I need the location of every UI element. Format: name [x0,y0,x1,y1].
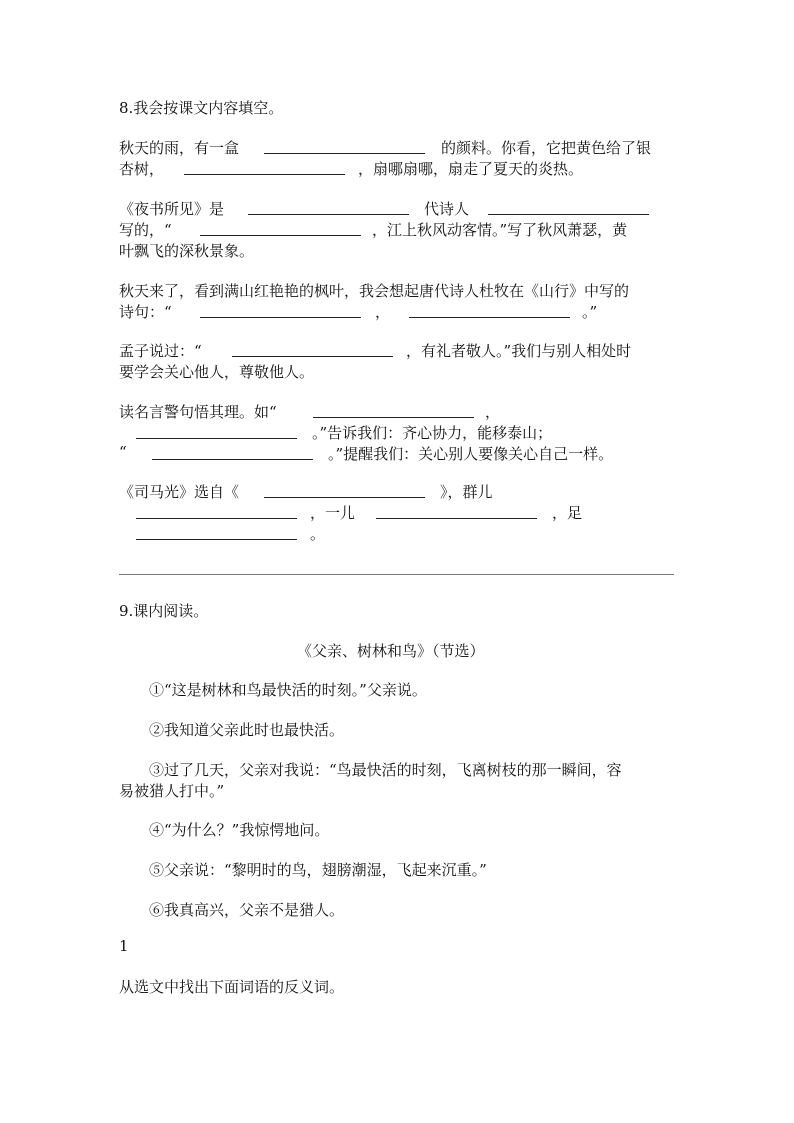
q8-item6-line2-text-a: ，一儿 [310,504,356,522]
q8-item4-line2-text: 要学会关心他人，尊敬他人。 [119,363,315,381]
q8-item3-line2-text-b: ， [375,303,391,321]
q8-item6-blank1[interactable] [264,497,425,498]
q8-item3-blank2[interactable] [409,317,570,318]
question-9-title: 9.课内阅读。 [119,602,209,620]
q8-item5-blank3[interactable] [152,459,313,460]
passage-paragraph-6: ⑥我真高兴，父亲不是猎人。 [149,901,345,919]
q8-item5-line1-text-a: 读名言警句悟其理。如“ [119,403,277,421]
section-divider [119,574,674,575]
q8-item1-line2-text-a: 杏树， [119,160,165,178]
q8-item5-line1-text-b: ， [485,403,501,421]
sub-question-number: 1 [119,937,129,955]
passage-paragraph-1: ①“这是树林和鸟最快活的时刻。”父亲说。 [149,681,427,699]
q8-item6-line1-text-b: 》，群儿 [440,483,493,501]
q8-item4-line1-text-a: 孟子说过：“ [119,342,202,360]
q8-item2-blank1[interactable] [248,214,409,215]
q8-item1-line2-text-b: ，扇哪扇哪，扇走了夏天的炎热。 [358,160,584,178]
question-8-title: 8.我会按课文内容填空。 [119,99,284,117]
q8-item3-line2-text-c: 。” [582,303,598,321]
passage-paragraph-3-line2: 易被猎人打中。” [119,782,225,800]
q8-item6-blank3[interactable] [376,518,537,519]
q8-item3-line2-text-a: 诗句：“ [119,303,172,321]
q8-item6-line3-text: 。 [310,525,326,543]
q8-item4-blank1[interactable] [232,356,393,357]
q8-item2-line3-text: 叶飘飞的深秋景象。 [119,242,255,260]
q8-item6-line2-text-b: ，足 [552,504,583,522]
q8-item5-blank1[interactable] [313,417,474,418]
q8-item2-line2-text-b: ，江上秋风动客情。”写了秋风萧瑟，黄 [372,221,628,239]
q8-item6-blank2[interactable] [136,518,297,519]
passage-title: 《父亲、树林和鸟》（节选） [297,642,485,660]
q8-item5-line3-text-b: 。”提醒我们：关心别人要像关心自己一样。 [328,445,614,463]
q8-item2-blank3[interactable] [200,235,361,236]
q8-item6-line1-text-a: 《司马光》选自《 [119,483,240,501]
q8-item3-blank1[interactable] [200,317,361,318]
q8-item1-line1-text-b: 的颜料。你看，它把黄色给了银 [441,139,652,157]
q8-item1-line1-text-a: 秋天的雨，有一盒 [119,139,240,157]
passage-paragraph-2: ②我知道父亲此时也最快活。 [149,721,345,739]
q8-item1-blank1[interactable] [264,153,425,154]
passage-paragraph-3-line1: ③过了几天，父亲对我说：“鸟最快活的时刻，飞离树枝的那一瞬间，容 [149,761,622,779]
q8-item4-line1-text-b: ，有礼者敬人。”我们与别人相处时 [406,342,632,360]
passage-paragraph-5: ⑤父亲说：“黎明时的鸟，翅膀潮湿，飞起来沉重。” [149,861,487,879]
q8-item5-line2-text: 。”告诉我们：齐心协力，能移泰山； [312,424,553,442]
q8-item2-line2-text-a: 写的，“ [119,221,172,239]
passage-paragraph-4: ④“为什么？”我惊愕地问。 [149,821,330,839]
q8-item3-line1-text: 秋天来了，看到满山红艳艳的枫叶，我会想起唐代诗人杜牧在《山行》中写的 [119,282,630,300]
sub-question-text: 从选文中找出下面词语的反义词。 [119,978,345,996]
q8-item5-blank2[interactable] [136,438,297,439]
q8-item1-blank2[interactable] [184,174,345,175]
q8-item2-line1-text-a: 《夜书所见》是 [119,200,225,218]
q8-item2-blank2[interactable] [488,214,649,215]
q8-item2-line1-text-b: 代诗人 [424,200,470,218]
q8-item5-line3-text-a: “ [119,443,127,461]
q8-item6-blank4[interactable] [136,539,297,540]
